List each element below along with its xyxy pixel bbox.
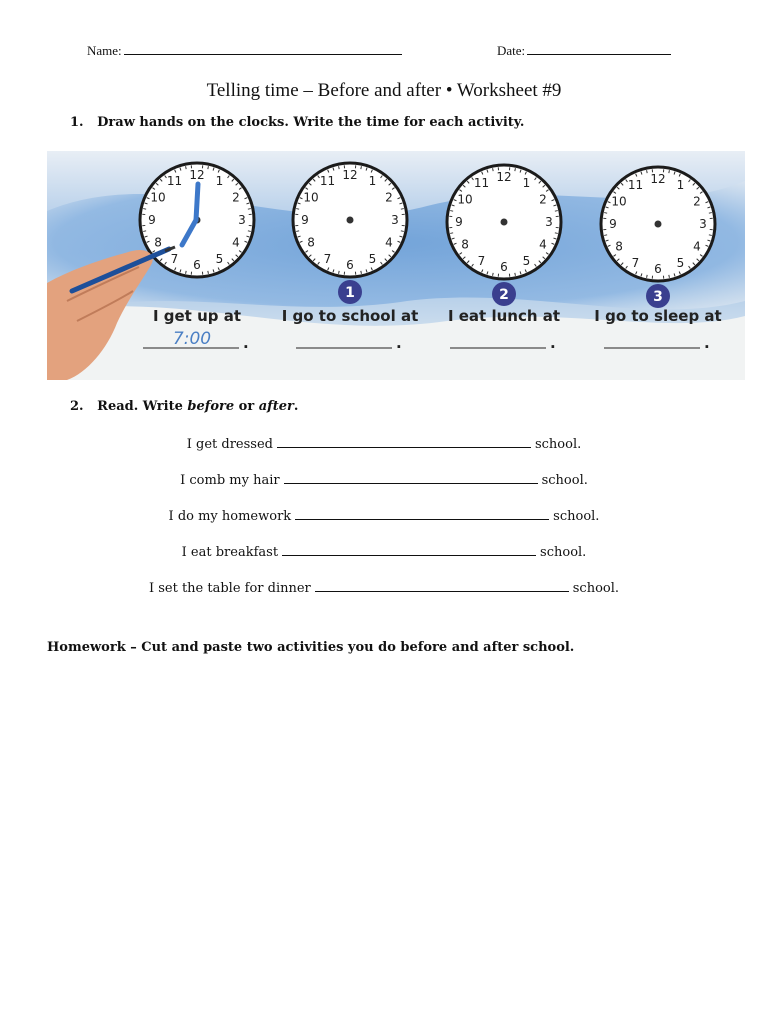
name-label: Name: [87,43,122,58]
sentence-row [0,473,768,488]
clock-tick [248,209,251,210]
clock-number: 7 [170,251,179,266]
clock-tick [186,271,187,274]
clock-number: 3 [391,213,399,227]
clock-2[interactable] [293,163,407,277]
clock-number: 1 [215,174,224,189]
question-2-prefix: Read. Write [97,399,188,414]
clock-tick [401,209,404,210]
question-2 [70,399,298,414]
clock-number: 4 [539,237,547,252]
clock-number: 1 [368,174,377,189]
clock-number: 5 [676,255,685,270]
clock-number: 12 [189,168,205,182]
answer-period: . [704,334,710,352]
activity-caption: I go to sleep at [594,307,722,325]
clock-number: 2 [232,190,240,205]
clock-number: 9 [609,217,617,231]
clock-tick [361,166,362,169]
clock-tick [604,235,607,236]
clock-number: 8 [307,235,315,250]
badge-number: 2 [499,287,509,303]
activity-caption: I get up at [152,307,242,325]
answer-text: 7:00 [172,329,212,349]
clock-number: 5 [368,251,377,266]
clock-tick [143,231,146,232]
clock-4[interactable] [601,167,715,281]
clock-number: 6 [500,260,508,274]
clock-number: 6 [654,262,662,276]
clock-number: 5 [522,253,531,268]
clock-number: 2 [539,192,547,207]
clock-number: 7 [323,251,332,266]
clock-tick [515,273,516,276]
clock-center [501,219,508,226]
clock-number: 4 [232,235,240,250]
clock-tick [669,275,670,278]
clock-number: 1 [522,176,531,191]
clock-number: 8 [154,235,162,250]
clock-number: 4 [385,235,393,250]
clock-number: 8 [615,239,623,254]
sentence-blank[interactable] [295,518,549,520]
clock-number: 12 [496,170,512,184]
word-before: before [187,399,235,414]
clock-tick [493,273,494,276]
clock-tick [709,213,712,214]
sentence-row [0,581,768,596]
answer-period: . [550,334,556,352]
clock-number: 2 [385,190,393,205]
clock-tick [647,275,648,278]
date-label: Date: [497,43,526,58]
name-field [87,43,402,59]
clock-tick [339,166,340,169]
sentence-row [0,545,768,560]
date-field [497,43,671,59]
clock-tick [143,209,146,210]
clock-center [655,221,662,228]
answer-period: . [243,334,249,352]
badge-number: 1 [345,285,355,301]
clock-tick [493,168,494,171]
clock-number: 10 [150,190,166,205]
sentence-row [0,437,768,452]
clock-tick [450,211,453,212]
sentence-end: school. [534,437,582,452]
question-1 [70,115,524,130]
clock-tick [647,170,648,173]
clock-tick [669,170,670,173]
clock-number: 8 [461,237,469,252]
clock-tick [604,213,607,214]
question-2-middle: or [234,399,259,414]
sentence-row [0,509,768,524]
clock-tick [515,168,516,171]
clock-number: 11 [627,178,644,193]
clock-number: 9 [455,215,463,229]
clock-tick [208,166,209,169]
activity-badge [492,282,516,306]
clock-scene [47,151,745,380]
question-2-suffix: . [293,399,299,414]
sentence-start: I eat breakfast [181,545,279,560]
clock-tick [296,231,299,232]
clock-tick [401,231,404,232]
name-blank[interactable] [124,53,402,55]
activity-badge [338,280,362,304]
clock-number: 7 [477,253,486,268]
sentence-blank[interactable] [277,446,531,448]
clock-tick [208,271,209,274]
sentence-blank[interactable] [315,590,569,592]
sentence-end: school. [540,545,587,560]
clock-number: 12 [650,172,666,186]
sentence-blank[interactable] [284,482,538,484]
clock-number: 5 [215,251,224,266]
clock-tick [450,233,453,234]
clock-number: 6 [193,258,201,272]
sentence-start: I do my homework [168,509,292,524]
clock-number: 12 [342,168,358,182]
clock-number: 11 [166,174,183,189]
sentence-start: I comb my hair [180,473,280,488]
clock-number: 11 [473,176,490,191]
clock-number: 10 [611,194,627,209]
question-1-number: 1. [70,115,84,130]
clock-tick [555,211,558,212]
badge-number: 3 [653,289,663,305]
clock-number: 4 [693,239,701,254]
clock-tick [186,166,187,169]
clock-number: 7 [631,255,640,270]
question-2-number: 2. [70,399,84,414]
sentence-start: I get dressed [186,437,273,452]
clock-number: 11 [319,174,336,189]
clock-tick [248,231,251,232]
clock-number: 9 [301,213,309,227]
clock-number: 9 [148,213,156,227]
clock-tick [555,233,558,234]
clock-center [347,217,354,224]
sentence-start: I set the table for dinner [148,581,311,596]
word-after: after [258,399,294,414]
clock-tick [339,271,340,274]
clock-tick [296,209,299,210]
clock-number: 10 [457,192,473,207]
worksheet-title: Telling time – Before and after • Worksheet #9 [206,80,562,101]
homework-instructions: Homework – Cut and paste two activities you do before and after school. [47,640,575,655]
clock-number: 3 [238,213,246,227]
sentence-end: school. [541,473,588,488]
clock-number: 3 [545,215,553,229]
activity-caption: I go to school at [281,307,419,325]
clock-3[interactable] [447,165,561,279]
sentence-end: school. [572,581,620,596]
clock-number: 3 [699,217,707,231]
clock-tick [709,235,712,236]
clock-number: 2 [693,194,701,209]
clock-number: 1 [676,178,685,193]
clock-tick [361,271,362,274]
activity-badge [646,284,670,308]
question-1-text: Draw hands on the clocks. Write the time for each activity. [97,115,525,130]
date-blank[interactable] [527,53,671,55]
clock-scene-svg [47,151,745,380]
sentence-end: school. [553,509,600,524]
answer-period: . [396,334,402,352]
clock-number: 10 [303,190,319,205]
activity-caption: I eat lunch at [447,307,561,325]
sentence-blank[interactable] [282,554,536,556]
clock-number: 6 [346,258,354,272]
